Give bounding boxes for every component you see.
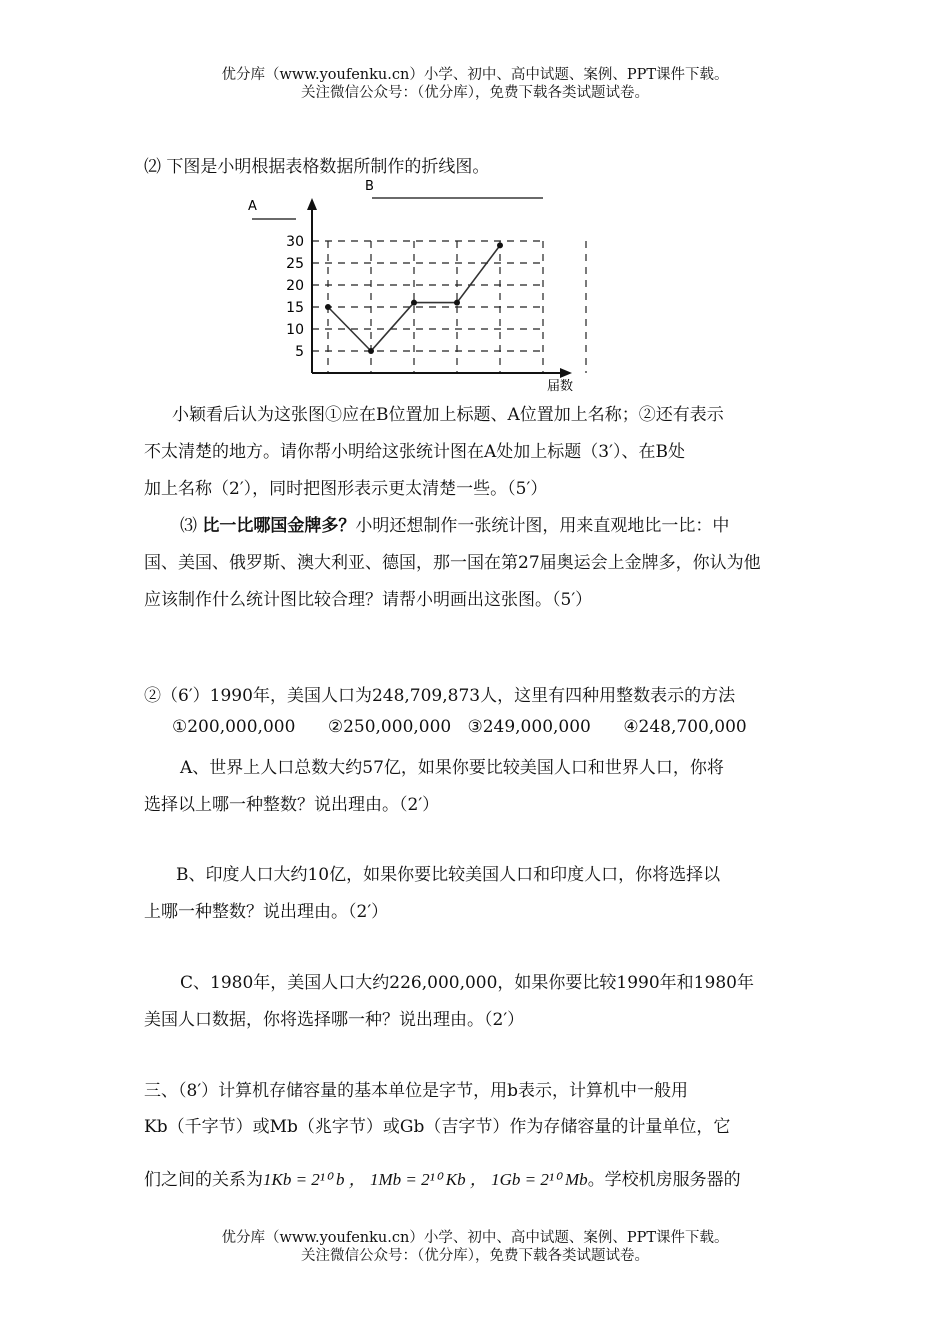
q2-intro: ⑵ 下图是小明根据表格数据所制作的折线图。 <box>144 157 490 177</box>
y-tick-label: 5 <box>295 344 304 360</box>
data-point <box>325 304 331 310</box>
question-c-line-1: C、1980年，美国人口大约226,000,000，如果你要比较1990年和1980年 <box>180 973 754 993</box>
line-chart <box>240 176 590 398</box>
x-axis-label: 届数 <box>547 379 574 394</box>
footer-line-2: 关注微信公众号：（优分库），免费下载各类试题试卷。 <box>301 1248 649 1264</box>
footer-line-1: 优分库（www.youfenku.cn）小学、初中、高中试题、案例、PPT课件下载。 <box>221 1230 729 1246</box>
y-tick-label: 10 <box>286 322 304 338</box>
y-axis-arrow <box>307 198 317 210</box>
y-tick-label: 15 <box>286 300 304 316</box>
option-2: ②250,000,000 <box>327 717 452 737</box>
y-tick-label: 30 <box>286 234 304 250</box>
storage-formula: 1Kb = 2¹⁰ b ， 1Mb = 2¹⁰ Kb ， 1Gb = 2¹⁰ Mb <box>263 1170 588 1189</box>
section-3-line-3-end: 。学校机房服务器的 <box>587 1170 741 1190</box>
q3-line-3: 应该制作什么统计图比较合理？请帮小明画出这张图。（5′） <box>144 590 593 610</box>
header-line-2: 关注微信公众号：（优分库），免费下载各类试题试卷。 <box>301 85 649 101</box>
q3-line-1-rest: 小明还想制作一张统计图，用来直观地比一比：中 <box>355 516 730 536</box>
q2-paragraph-line-2: 不太清楚的地方。请你帮小明给这张统计图在A处加上标题（3′）、在B处 <box>144 442 685 462</box>
q3-number: ⑶ <box>180 516 197 536</box>
question-a-line-2: 选择以上哪一种整数？说出理由。（2′） <box>144 795 440 815</box>
q3-bold-title: 比一比哪国金牌多？ <box>202 516 356 536</box>
q3-line-2: 国、美国、俄罗斯、澳大利亚、德国，那一国在第27届奥运会上金牌多，你认为他 <box>144 553 761 573</box>
question-a-line-1: A、世界上人口总数大约57亿，如果你要比较美国人口和世界人口，你将 <box>180 758 724 778</box>
y-tick-label: 20 <box>286 278 304 294</box>
option-4: ④248,700,000 <box>623 717 747 737</box>
data-point <box>368 348 374 354</box>
pop-intro: ②（6′）1990年，美国人口为248,709,873人，这里有四种用整数表示的方法 <box>144 686 736 706</box>
title-slot-label: B <box>365 179 374 194</box>
data-point <box>454 300 460 306</box>
y-tick-label: 25 <box>286 256 304 272</box>
data-point <box>497 242 503 248</box>
pop-options <box>172 717 747 737</box>
page-footer <box>0 1229 950 1265</box>
x-axis-arrow <box>560 368 572 378</box>
q2-paragraph-line-3: 加上名称（2′），同时把图形表示更太清楚一些。（5′） <box>144 479 548 499</box>
page-header <box>0 66 950 102</box>
section-3-line-3-start: 们之间的关系为 <box>144 1170 263 1190</box>
option-3: ③249,000,000 <box>467 717 591 737</box>
ylabel-slot-label: A <box>248 199 257 214</box>
question-b-line-1: B、印度人口大约10亿，如果你要比较美国人口和印度人口，你将选择以 <box>176 865 721 885</box>
q3-line-1 <box>180 511 729 536</box>
section-3-line-2: Kb（千字节）或Mb（兆字节）或Gb（吉字节）作为存储容量的计量单位，它 <box>144 1117 731 1137</box>
section-3-line-1: 三、（8′）计算机存储容量的基本单位是字节，用b表示，计算机中一般用 <box>144 1081 689 1101</box>
section-3-line-3 <box>144 1165 741 1190</box>
chart-grid <box>312 241 586 373</box>
q2-paragraph-line-1: 小颖看后认为这张图①应在B位置加上标题、A位置加上名称；②还有表示 <box>172 405 724 425</box>
option-1: ①200,000,000 <box>172 717 296 737</box>
question-c-line-2: 美国人口数据，你将选择哪一种？说出理由。（2′） <box>144 1010 525 1030</box>
data-point <box>411 300 417 306</box>
question-b-line-2: 上哪一种整数？说出理由。（2′） <box>144 902 389 922</box>
header-line-1: 优分库（www.youfenku.cn）小学、初中、高中试题、案例、PPT课件下载。 <box>221 67 729 83</box>
